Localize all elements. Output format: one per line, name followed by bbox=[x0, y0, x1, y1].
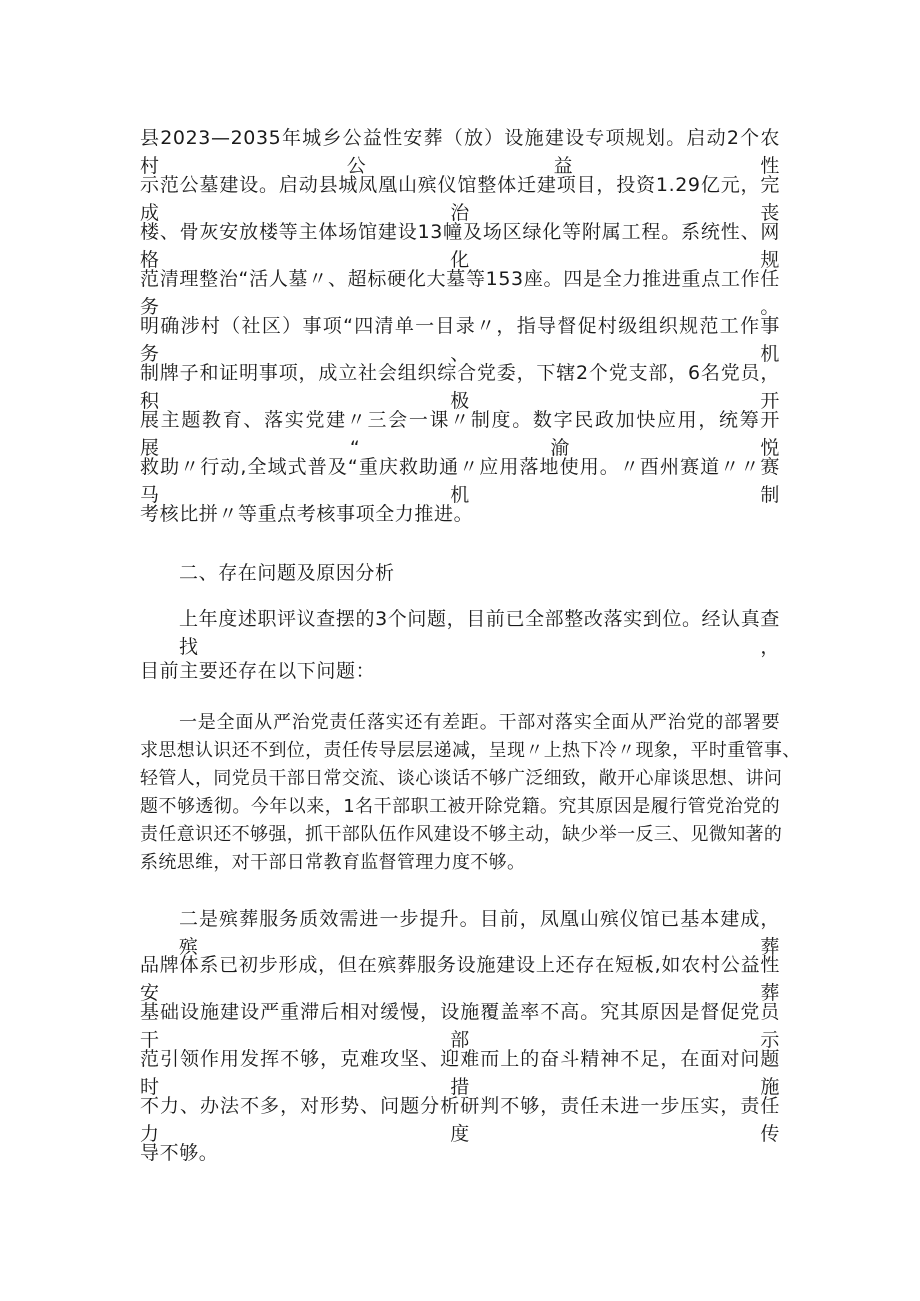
paragraph-4-line-1: 二是殡葬服务质效需进一步提升。目前，凤凰山殡仪馆已基本建成，殡葬 bbox=[179, 908, 780, 958]
paragraph-1-line-2: 示范公墓建设。启动县城凤凰山殡仪馆整体迁建项目，投资1.29亿元，完成治丧 bbox=[140, 174, 780, 224]
paragraph-1-line-1: 县2023—2035年城乡公益性安葬（放）设施建设专项规划。启动2个农村公益性 bbox=[140, 127, 780, 177]
paragraph-1-line-8: 救助〃行动,全域式普及“重庆救助通〃应用落地使用。〃酉州赛道〃〃赛马机制 bbox=[140, 456, 780, 506]
paragraph-1-line-3: 楼、骨灰安放楼等主体场馆建设13幢及场区绿化等附属工程。系统性、网格化规 bbox=[140, 221, 780, 271]
paragraph-1-line-9: 考核比拼〃等重点考核事项全力推进。 bbox=[140, 503, 474, 525]
paragraph-4-line-2: 品牌体系已初步形成，但在殡葬服务设施建设上还存在短板,如农村公益性安葬 bbox=[140, 954, 780, 1004]
paragraph-3-line-6: 系统思维，对干部日常教育监督管理力度不够。 bbox=[140, 852, 526, 873]
paragraph-1-line-4: 范清理整治“活人墓〃、超标硬化大墓等153座。四是全力推进重点工作任务。 bbox=[140, 268, 780, 318]
paragraph-1-line-5: 明确涉村（社区）事项“四清单一目录〃，指导督促村级组织规范工作事务、机 bbox=[140, 315, 780, 365]
paragraph-3-line-4: 题不够透彻。今年以来，1名干部职工被开除党籍。究其原因是履行管党治党的 bbox=[140, 796, 780, 817]
paragraph-4-line-5: 不力、办法不多，对形势、问题分析研判不够，责任未进一步压实，责任力度传 bbox=[140, 1095, 780, 1145]
paragraph-3-line-5: 责任意识还不够强，抓干部队伍作风建设不够主动，缺少举一反三、见微知著的 bbox=[140, 824, 783, 845]
paragraph-4-line-3: 基础设施建设严重滞后相对缓慢，设施覆盖率不高。究其原因是督促党员干部示 bbox=[140, 1001, 780, 1051]
paragraph-3-line-1: 一是全面从严治党责任落实还有差距。干部对落实全面从严治党的部署要 bbox=[179, 712, 780, 733]
paragraph-4-line-4: 范引领作用发挥不够，克难攻坚、迎难而上的奋斗精神不足，在面对问题时措施 bbox=[140, 1048, 780, 1098]
paragraph-2-line-2: 目前主要还存在以下问题： bbox=[140, 660, 376, 682]
paragraph-3-line-2: 求思想认识还不到位，责任传导层层递减，呈现〃上热下冷〃现象，平时重管事、 bbox=[140, 740, 801, 761]
paragraph-1-line-6: 制牌子和证明事项，成立社会组织综合党委，下辖2个党支部，6名党员，积极开 bbox=[140, 362, 780, 412]
paragraph-3-line-3: 轻管人，同党员干部日常交流、谈心谈话不够广泛细致，敞开心扉谈思想、讲问 bbox=[140, 768, 783, 789]
paragraph-2-line-1: 上年度述职评议查摆的3个问题，目前已全部整改落实到位。经认真查找， bbox=[179, 608, 780, 658]
paragraph-4-line-6: 导不够。 bbox=[140, 1142, 219, 1164]
paragraph-1-line-7: 展主题教育、落实党建〃三会一课〃制度。数字民政加快应用，统筹开展“渝悦 bbox=[140, 409, 780, 459]
section-heading: 二、存在问题及原因分析 bbox=[179, 562, 395, 584]
